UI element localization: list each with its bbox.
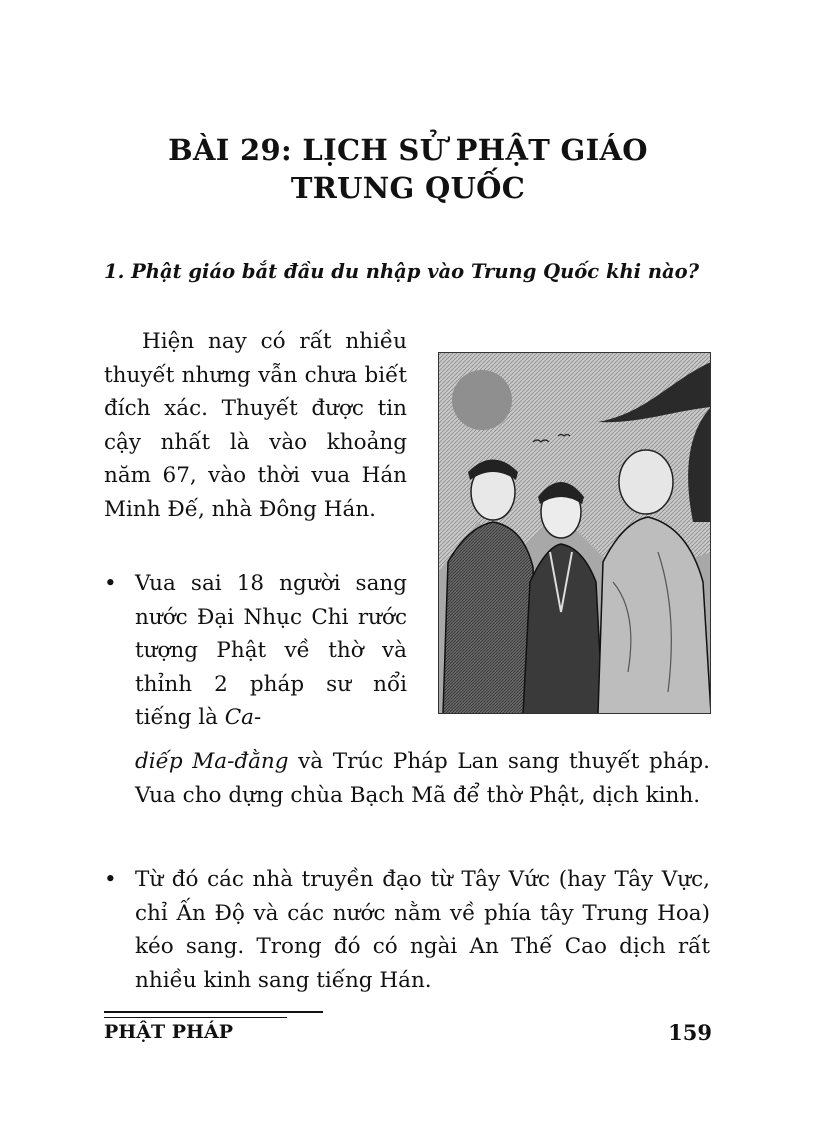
bullet-1-italic-a: Ca- (224, 705, 262, 730)
chapter-title-line-2: TRUNG QUỐC (290, 171, 526, 205)
footer-rule-thick (104, 1011, 323, 1013)
intro-paragraph-text: Hiện nay có rất nhiều thuyết nhưng vẫn chưa biết đích xác. Thuyết được tin cậy nhất là vào khoảng năm 67, vào thời vua Hán Minh Đế, nhà Đông Hán. (104, 329, 407, 522)
bullet-1-text-b: và Trúc Pháp Lan sang thuyết pháp. Vua cho dựng chùa Bạch Mã để thờ Phật, dịch kinh. (135, 749, 710, 808)
monks-illustration (438, 352, 711, 714)
section-question: 1. Phật giáo bắt đầu du nhập vào Trung Quốc khi nào? (104, 260, 700, 283)
bullet-1-text-a: Vua sai 18 người sang nước Đại Nhục Chi rước tượng Phật về thờ và thỉnh 2 pháp sư nổi tiếng là (135, 571, 407, 730)
bullet-marker-2: • (104, 867, 117, 892)
bullet-1-italic-b: diếp Ma-đằng (135, 749, 289, 774)
chapter-title-line-1: BÀI 29: LỊCH SỬ PHẬT GIÁO (168, 133, 648, 167)
bullet-2-text: Từ đó các nhà truyền đạo từ Tây Vức (hay Tây Vực, chỉ Ấn Độ và các nước nằm về phía tây Trung Hoa) kéo sang. Trong đó có ngài An Thế Cao dịch rất nhiều kinh sang tiếng Hán. (135, 867, 710, 993)
bullet-1-text-top (135, 567, 407, 735)
moon-shape (452, 370, 512, 430)
intro-paragraph (104, 325, 407, 526)
footer-rule-thin (104, 1017, 287, 1018)
bullet-marker-1: • (104, 571, 117, 596)
footer-book-title: PHẬT PHÁP (104, 1021, 234, 1043)
bullet-1-text-bottom (135, 745, 710, 812)
footer-page-number: 159 (668, 1020, 712, 1045)
